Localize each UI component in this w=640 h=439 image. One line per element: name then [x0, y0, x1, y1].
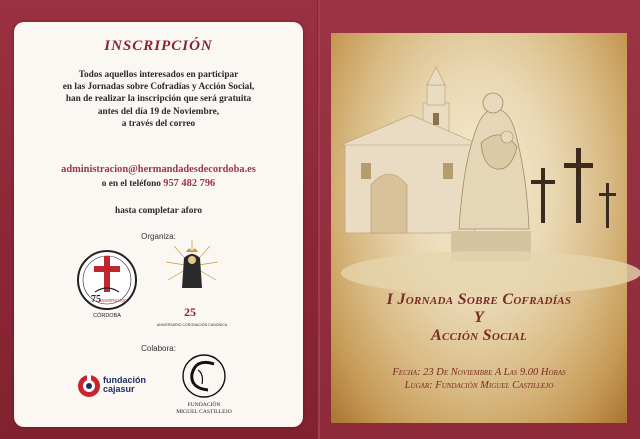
- church-and-statue-illustration: [331, 33, 627, 283]
- event-date: Fecha: 23 De Noviembre A Las 9.00 Horas: [392, 367, 566, 378]
- organiza-label: Organiza:: [141, 232, 176, 241]
- info-line: han de realizar la inscripción que será gratuita: [65, 94, 252, 105]
- event-title: [331, 291, 627, 345]
- cajasur-line1: fundación: [103, 375, 146, 385]
- left-panel: [0, 0, 318, 439]
- calvary-crosses-icon: [531, 148, 616, 228]
- registration-title: INSCRIPCIÓN: [104, 38, 213, 54]
- castillejo-emblem-icon: [174, 352, 234, 400]
- info-line: en las Jornadas sobre Cofradías y Acción Social,: [62, 82, 255, 93]
- cajasur-symbol-icon: [77, 374, 101, 398]
- assoc-number: 75: [91, 294, 101, 305]
- event-title-line3: Acción Social: [431, 327, 527, 344]
- coronacion-25-logo: [156, 238, 228, 336]
- logo-25-number: 25: [184, 305, 196, 319]
- registration-card: [14, 22, 303, 427]
- fundacion-castillejo-logo: [174, 352, 234, 424]
- cover-artwork: [331, 33, 627, 423]
- info-line: a través del correo: [121, 118, 196, 129]
- contact-email[interactable]: administracion@hermandadesdecordoba.es: [61, 164, 256, 175]
- capacity-note: hasta completar aforo: [115, 206, 202, 216]
- fundacion-cajasur-logo: [77, 374, 147, 400]
- assoc-city: CÓRDOBA: [93, 313, 121, 319]
- colabora-label: Colabora:: [141, 344, 176, 353]
- event-title-line1: I Jornada Sobre Cofradías: [386, 291, 572, 308]
- castillejo-line2: MIGUEL CASTILLEJO: [176, 408, 232, 415]
- event-details: [331, 367, 627, 392]
- registration-info: [14, 69, 303, 130]
- info-line: antes del día 19 de Noviembre,: [97, 106, 220, 117]
- event-place: Lugar: Fundación Miguel Castillejo: [404, 379, 554, 391]
- info-line: Todos aquellos interesados en participar: [78, 70, 239, 80]
- contact-phone[interactable]: 957 482 796: [163, 178, 216, 189]
- assoc-anniversary: ANIVERSARIO: [98, 298, 128, 303]
- agrupacion-cofradias-logo: [76, 244, 138, 322]
- cajasur-line2: cajasur: [103, 384, 135, 394]
- logo-25-text: ANIVERSARIO CORONACIÓN CANÓNICA: [156, 323, 228, 327]
- event-title-line2: Y: [473, 309, 485, 326]
- contact-phone-line: [14, 178, 303, 189]
- phone-prefix: o en el teléfono: [101, 179, 161, 189]
- castillejo-line1: FUNDACIÓN: [187, 402, 221, 408]
